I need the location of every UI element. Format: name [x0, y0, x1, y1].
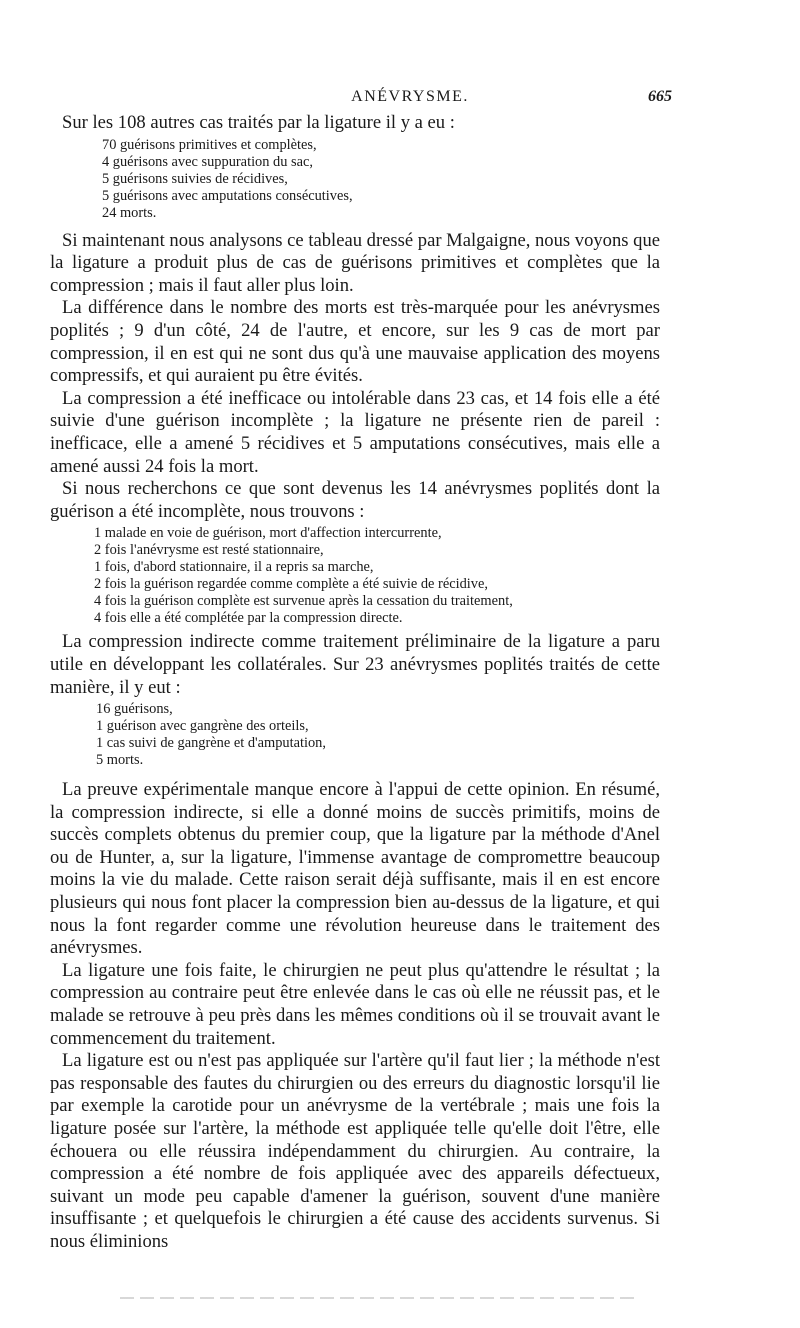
incomplete-cure-list: [50, 525, 660, 627]
list-item: 5 guérisons avec amputations consécutives,: [102, 187, 353, 204]
list-item: 2 fois la guérison regardée comme complète a été suivie de récidive,: [94, 576, 488, 593]
list-item: 5 guérisons suivies de récidives,: [102, 170, 288, 187]
paragraph: La compression a été inefficace ou intolérable dans 23 cas, et 14 fois elle a été suivie d'une guérison incomplète ; la ligature ne présente rien de pareil : inefficace, elle a amené 5 récidives et 5 amputations consécutives, mais elle a amené aussi 24 fois la mort.: [50, 387, 660, 477]
list-item: 2 fois l'anévrysme est resté stationnaire,: [94, 542, 324, 559]
list-item: 1 cas suivi de gangrène et d'amputation,: [96, 735, 326, 752]
intro-paragraph: Sur les 108 autres cas traités par la ligature il y a eu :: [62, 112, 455, 133]
list-item: 5 morts.: [96, 752, 144, 769]
paragraph: La différence dans le nombre des morts est très-marquée pour les anévrysmes poplités ; 9 d'un côté, 24 de l'autre, et encore, sur les 9 cas de mort par compression, il en est qui ne sont dus qu'à une mauvaise application des moyens compressifs, et qui auraient pu être évités.: [50, 297, 660, 387]
list-item: 1 guérison avec gangrène des orteils,: [96, 718, 309, 735]
list-item: 1 fois, d'abord stationnaire, il a repris sa marche,: [94, 559, 374, 576]
page-number: 665: [648, 88, 672, 105]
paragraph: Si nous recherchons ce que sont devenus les 14 anévrysmes poplités dont la guérison a été incomplète, nous trouvons :: [50, 478, 660, 522]
page-body: [50, 112, 660, 1254]
paragraph: La preuve expérimentale manque encore à l'appui de cette opinion. En résumé, la compression indirecte, si elle a donné moins de succès primitifs, moins de succès complets obtenus du premier coup, que la ligature par la méthode d'Anel ou de Hunter, a, sur la ligature, l'immense avantage de compromettre beaucoup moins la vie du malade. Cette raison serait déjà suffisante, mais il en est encore plusieurs qui nous font placer la compression bien au-dessus de la ligature, et qui nous la font regarder comme une révolution heureuse dans le traitement des anévrysmes.: [50, 779, 660, 959]
list-item: 70 guérisons primitives et complètes,: [102, 136, 317, 153]
running-title: ANÉVRYSME.: [351, 88, 469, 105]
list-item: 4 fois la guérison complète est survenue après la cessation du traitement,: [94, 593, 513, 610]
list-item: 1 malade en voie de guérison, mort d'affection intercurrente,: [94, 525, 442, 542]
list-item: 4 guérisons avec suppuration du sac,: [102, 153, 314, 170]
preliminary-treatment-list: [50, 701, 660, 769]
paragraph: La ligature une fois faite, le chirurgien ne peut plus qu'attendre le résultat ; la compression au contraire peut être enlevée dans le cas où elle ne réussit pas, et le malade se retrouve à peu près dans les mêmes conditions où il se trouvait avant le commencement du traitement.: [50, 959, 660, 1049]
paragraph: La ligature est ou n'est pas appliquée sur l'artère qu'il faut lier ; la méthode n'est pas responsable des fautes du chirurgien ou des erreurs du diagnostic lorsqu'il lie par exemple la carotide pour un anévrysme de la vertébrale ; mais une fois la ligature posée sur l'artère, la méthode est appliquée telle qu'elle doit l'être, elle échouera ou elle réussira indépendamment du chirurgien. Au contraire, la compression a été nombre de fois appliquée avec des appareils défectueux, suivant un mode peu capable d'amener la guérison, souvent d'une manière insuffisante ; et quelquefois le chirurgien a été cause des accidents survenus. Si nous éliminions: [50, 1050, 660, 1252]
list-item: 4 fois elle a été complétée par la compression directe.: [94, 610, 403, 627]
paragraph: La compression indirecte comme traitement préliminaire de la ligature a paru utile en développant les collatérales. Sur 23 anévrysmes poplités traités de cette manière, il y eut :: [50, 631, 660, 698]
list-item: 24 morts.: [102, 204, 157, 221]
ligature-results-list: [50, 137, 660, 222]
bottom-scan-artifact: [120, 1297, 640, 1299]
paragraph: Si maintenant nous analysons ce tableau dressé par Malgaigne, nous voyons que la ligature a produit plus de cas de guérisons primitives et complètes que la compression ; mais il faut aller plus loin.: [50, 229, 660, 296]
list-item: 16 guérisons,: [96, 701, 173, 718]
page-header: [0, 84, 800, 110]
